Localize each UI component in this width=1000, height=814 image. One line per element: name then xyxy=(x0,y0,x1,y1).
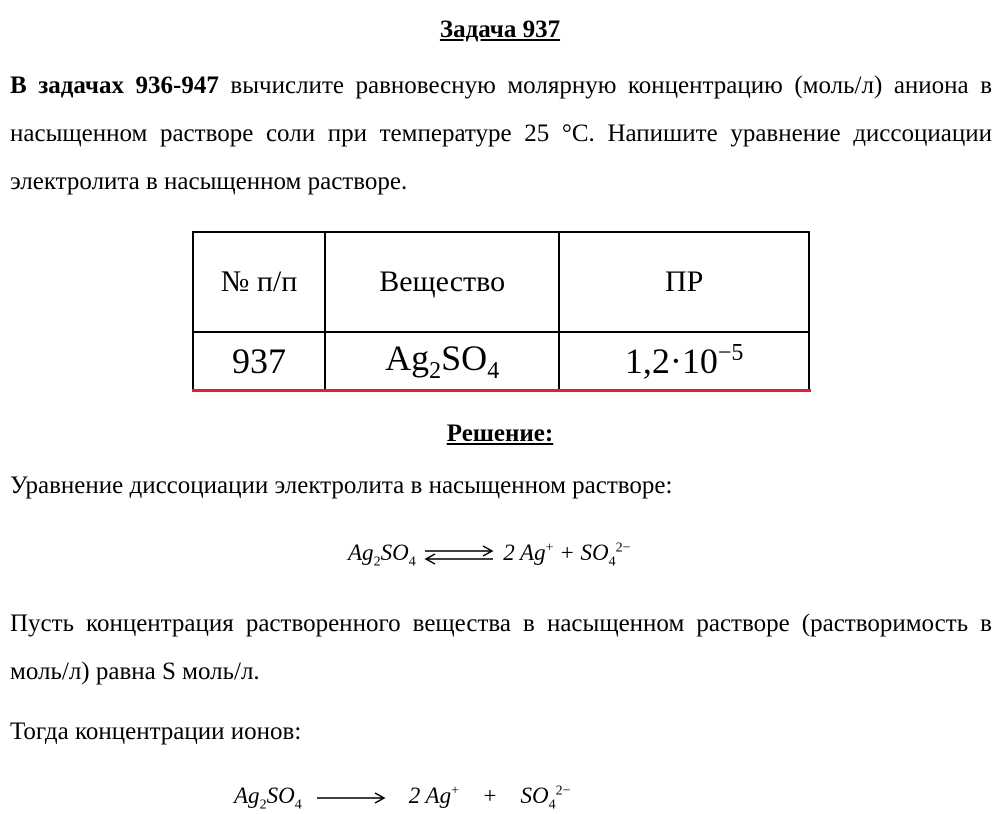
equilibrium-arrow-icon xyxy=(423,544,495,566)
cell-substance xyxy=(325,332,559,390)
eq1-plus: + xyxy=(559,540,575,565)
solution-paragraph-2: Пусть концентрация растворенного вещества в насыщенном растворе (растворимость в моль/л) равна S моль/л. xyxy=(10,610,992,685)
eq1-charge: 2− xyxy=(615,540,631,556)
eq2-ag: Ag xyxy=(234,783,260,808)
eq2-coef: 2 xyxy=(408,783,421,808)
formula-sub-4: 4 xyxy=(487,358,500,385)
eq2-sub: 4 xyxy=(548,797,556,813)
formula-sub-2: 2 xyxy=(429,358,442,385)
pr-exponent: −5 xyxy=(717,340,744,366)
eq1-so: SO xyxy=(380,540,409,565)
ion-concentration-equation xyxy=(234,783,571,814)
solution-line-3: Тогда концентрации ионов: xyxy=(10,718,302,745)
dissociation-equation xyxy=(348,540,631,571)
data-table xyxy=(192,231,810,391)
header-pr: ПР xyxy=(559,232,809,332)
cell-pr xyxy=(559,332,809,390)
eq2-charge: + xyxy=(451,783,459,799)
task-range: В задачах 936-947 xyxy=(10,72,219,99)
table-header-row xyxy=(193,232,809,332)
formula-so: SO xyxy=(441,337,488,378)
task-text: вычислите равновесную молярную концентрацию (моль/л) аниона в насыщенном растворе соли при температуре 25 °С. Напишите уравнение диссоциации электролита в насыщенном растворе. xyxy=(10,72,992,195)
solution-title: Решение: xyxy=(446,420,554,447)
eq1-coef: 2 xyxy=(503,540,515,565)
table-row xyxy=(193,332,809,390)
right-arrow-icon xyxy=(309,791,389,805)
eq1-ag-ion: Ag xyxy=(520,540,546,565)
eq1-so-ion: SO xyxy=(580,540,609,565)
eq1-charge: + xyxy=(545,540,554,556)
task-title: Задача 937 xyxy=(439,16,561,43)
cell-number: 937 xyxy=(193,332,325,390)
eq2-sub: 4 xyxy=(294,797,302,813)
eq2-sub: 2 xyxy=(259,797,267,813)
eq2-so-ion: SO xyxy=(520,783,549,808)
eq1-sub: 2 xyxy=(373,554,381,570)
header-substance: Вещество xyxy=(325,232,559,332)
eq1-sub: 4 xyxy=(408,554,416,570)
solution-line-1: Уравнение диссоциации электролита в насыщенном растворе: xyxy=(10,472,673,499)
task-statement xyxy=(10,62,992,206)
eq2-charge: 2− xyxy=(555,783,571,799)
red-underline xyxy=(192,389,811,392)
header-number: № п/п xyxy=(193,232,325,332)
eq1-sub: 4 xyxy=(608,554,616,570)
eq1-ag: Ag xyxy=(348,540,374,565)
pr-base: 1,2·10 xyxy=(624,341,718,381)
formula-ag: Ag xyxy=(385,337,430,378)
eq2-plus: + xyxy=(482,783,498,808)
eq2-so: SO xyxy=(266,783,295,808)
eq2-ag-ion: Ag xyxy=(425,783,452,808)
